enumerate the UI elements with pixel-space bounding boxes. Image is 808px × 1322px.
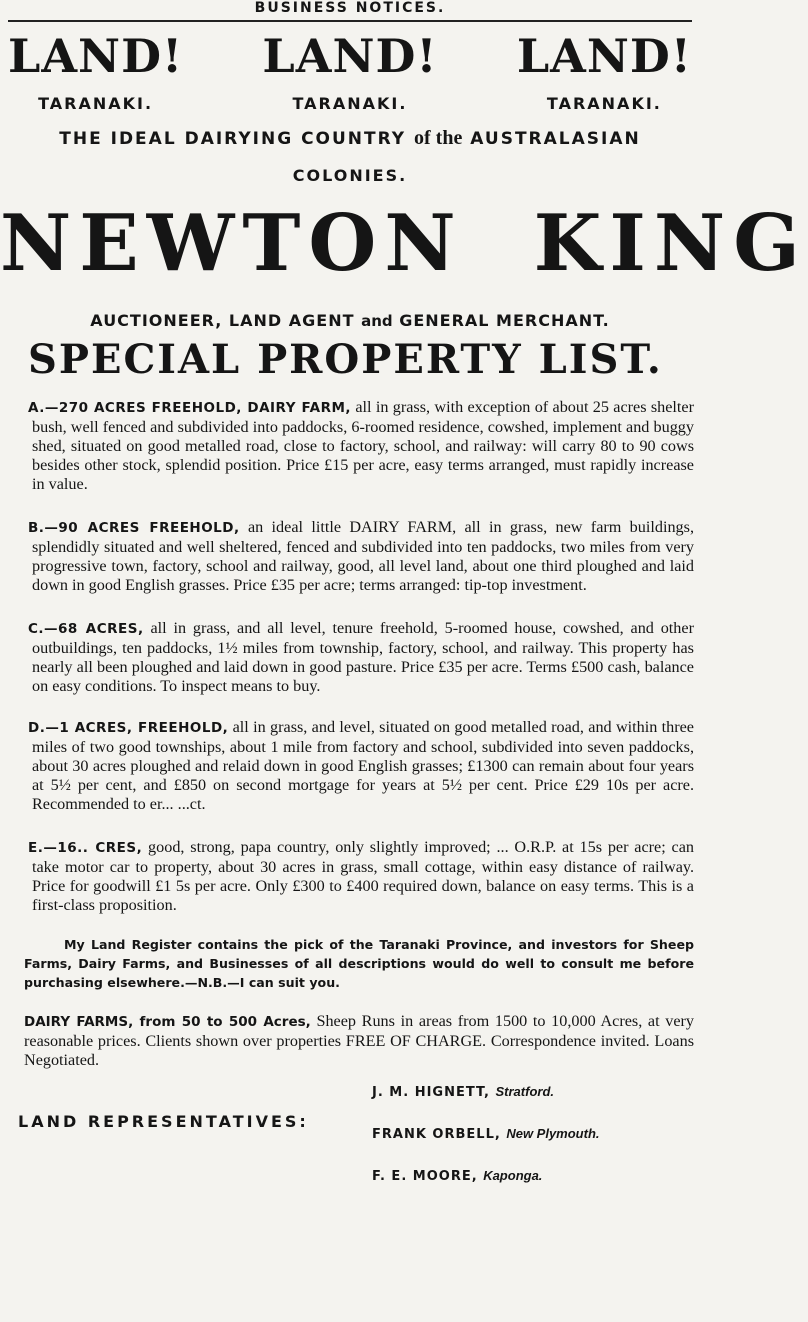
representative-place: Stratford. bbox=[495, 1084, 554, 1099]
advertiser-first-name: NEWTON bbox=[0, 198, 464, 289]
representative-entry bbox=[372, 1084, 554, 1100]
taranaki-word: TARANAKI. bbox=[38, 94, 154, 113]
property-listing-c bbox=[28, 619, 694, 696]
listing-lead: A.—270 ACRES FREEHOLD, DAIRY FARM, bbox=[28, 400, 352, 416]
representative-name: FRANK ORBELL, bbox=[372, 1127, 501, 1142]
advertiser-title bbox=[0, 311, 700, 330]
dairy-text: Sheep Runs in areas from 1500 to 10,000 Acres, at very reasonable prices. Clients shown over properties FREE OF CHARGE. Correspondence invited. Loans Negotiated. bbox=[24, 1012, 695, 1069]
land-word: LAND! bbox=[516, 29, 692, 83]
ideal-of-the: of the bbox=[414, 127, 463, 149]
property-listing-e bbox=[28, 838, 695, 915]
listing-text: all in grass, and level, situated on good metalled road, and within three miles of two good townships, about 1 mile from factory and school, subdivided into seven paddocks, about 30 acres ploughed and relaid down in good English grasses; £1300 can remain about four years at 5½ per cent, and £850 on second mortgage for years at 5½ per cent. Price £29 10s per acre. Recommended to er... ...ct. bbox=[32, 718, 694, 813]
listing-text: an ideal little DAIRY FARM, all in grass, new farm buildings, splendidly situated and well sheltered, fenced and subdivided into ten paddocks, two miles from very progressive town, factory, school and railway, good, all level land, about one third ploughed and laid down in good English grasses. Price £35 per acre; terms arranged: tip-top investment. bbox=[32, 518, 694, 594]
ideal-caps-1: THE IDEAL DAIRYING COUNTRY bbox=[59, 129, 407, 149]
land-word: LAND! bbox=[262, 29, 438, 83]
land-column-3 bbox=[516, 29, 692, 113]
property-listing-b bbox=[28, 518, 694, 595]
title-part-land-agent: LAND AGENT bbox=[228, 311, 355, 330]
property-listing-d bbox=[28, 718, 694, 814]
land-column-1 bbox=[8, 29, 184, 113]
land-representatives bbox=[0, 1084, 700, 1184]
listing-lead: B.—90 ACRES FREEHOLD, bbox=[28, 520, 240, 536]
dairy-lead: DAIRY FARMS, from 50 to 500 Acres, bbox=[24, 1014, 311, 1030]
land-word: LAND! bbox=[8, 29, 184, 83]
dairy-farms-notice bbox=[24, 1012, 694, 1070]
representative-name: J. M. HIGNETT, bbox=[372, 1085, 490, 1100]
advertiser-last-name: KING bbox=[533, 198, 808, 289]
listing-text: all in grass, and all level, tenure freehold, 5-roomed house, cowshed, and other outbuildings, ten paddocks, 1½ miles from township, factory, school, and railway. This property has nearly all been ploughed and laid down in good pasture. Price £35 per acre. Terms £500 cash, balance on easy conditions. To inspect means to buy. bbox=[32, 619, 694, 695]
representatives-label: LAND REPRESENTATIVES: bbox=[18, 1112, 309, 1131]
taranaki-word: TARANAKI. bbox=[546, 94, 662, 113]
listing-text: good, strong, papa country, only slightly improved; ... O.R.P. at 15s per acre; can take motor car to property, about 30 acres in grass, small cottage, within easy distance of railway. Price for goodwill £1 5s per acre. Only £300 to £400 required down, balance on easy terms. This is a first-class proposition. bbox=[32, 838, 695, 914]
representative-entry bbox=[372, 1126, 600, 1142]
listing-lead: D.—1 ACRES, FREEHOLD, bbox=[28, 720, 229, 736]
ideal-dairying-line bbox=[0, 127, 700, 150]
listing-text: all in grass, with exception of about 25 acres shelter bush, well fenced and subdivided into paddocks, 6-roomed residence, cowshed, implement and buggy shed, situated on good metalled road, close to factory, school, and railway: will carry 80 to 90 cows besides other stock, splendid position. Price £15 per acre, easy terms arranged, must rapidly increase in value. bbox=[32, 398, 694, 493]
advertiser-name bbox=[0, 198, 808, 289]
ideal-caps-2: AUSTRALASIAN bbox=[470, 129, 641, 149]
representative-name: F. E. MOORE, bbox=[372, 1169, 478, 1184]
representative-place: Kaponga. bbox=[483, 1168, 543, 1183]
taranaki-word: TARANAKI. bbox=[292, 94, 408, 113]
title-part-auctioneer: AUCTIONEER, bbox=[90, 311, 223, 330]
representative-entry bbox=[372, 1168, 542, 1184]
property-listing-a bbox=[28, 398, 694, 494]
listing-lead: E.—16.. CRES, bbox=[28, 840, 143, 856]
representative-place: New Plymouth. bbox=[506, 1126, 600, 1141]
land-register-notice: My Land Register contains the pick of the Taranaki Province, and investors for Sheep Farms, Dairy Farms, and Businesses of all descriptions would do well to consult me before purchasing elsewhere.—N.B.—I can suit you. bbox=[24, 937, 694, 990]
land-column-2 bbox=[262, 29, 438, 113]
special-property-list-heading: SPECIAL PROPERTY LIST. bbox=[28, 336, 663, 383]
title-part-and: and bbox=[361, 312, 393, 330]
heading-rule bbox=[8, 20, 692, 22]
section-heading: BUSINESS NOTICES. bbox=[254, 0, 446, 16]
listing-lead: C.—68 ACRES, bbox=[28, 621, 144, 637]
colonies-line: COLONIES. bbox=[292, 166, 408, 185]
land-headline-row bbox=[0, 29, 700, 113]
title-part-merchant: GENERAL MERCHANT. bbox=[399, 311, 610, 330]
